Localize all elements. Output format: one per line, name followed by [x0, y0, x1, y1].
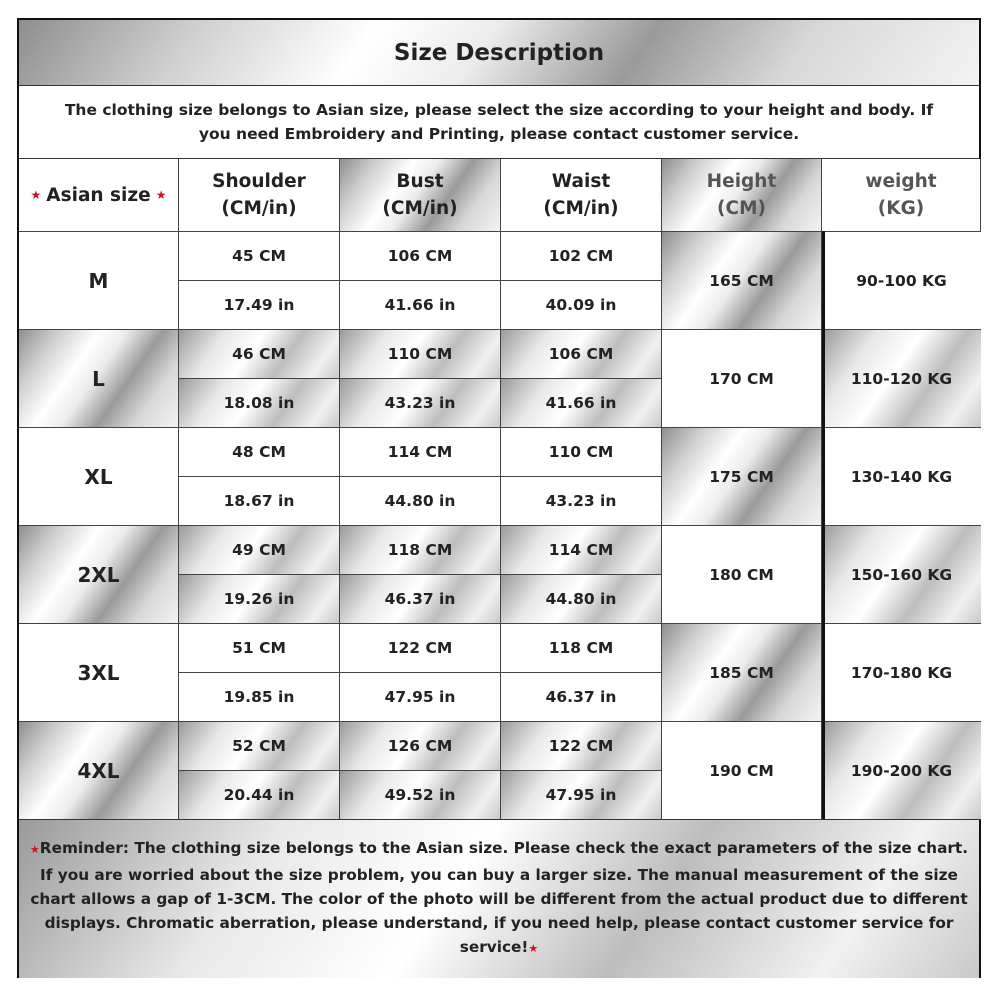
waist-in-cell	[501, 281, 662, 330]
weight-cell	[822, 526, 981, 624]
shoulder-cm-cell	[179, 428, 340, 477]
shoulder-cm-cell	[179, 722, 340, 771]
header-label: Shoulder	[212, 171, 306, 192]
bust-in-value: 46.37 in	[384, 590, 456, 608]
waist-cm-cell	[501, 330, 662, 379]
waist-in-cell	[501, 575, 662, 624]
header-weight	[822, 159, 981, 232]
height-value: 165 CM	[709, 271, 774, 290]
bust-in-cell	[340, 477, 501, 526]
bust-cm-value: 114 CM	[387, 443, 453, 461]
shoulder-cm-cell	[179, 526, 340, 575]
weight-cell	[822, 624, 981, 722]
header-height	[662, 159, 822, 232]
header-label: Height	[706, 171, 777, 192]
waist-cm-value: 102 CM	[548, 247, 614, 265]
height-value: 180 CM	[709, 565, 774, 584]
waist-in-cell	[501, 477, 662, 526]
bust-in-value: 47.95 in	[384, 688, 456, 706]
waist-in-value: 44.80 in	[545, 590, 617, 608]
shoulder-in-value: 18.67 in	[223, 492, 295, 510]
shoulder-in-value: 18.08 in	[223, 394, 295, 412]
bust-in-cell	[340, 673, 501, 722]
bust-cm-value: 122 CM	[387, 639, 453, 657]
header-label: Bust	[396, 171, 444, 192]
size-label: M	[88, 268, 109, 293]
waist-cm-value: 118 CM	[548, 639, 614, 657]
bust-cm-cell	[340, 330, 501, 379]
header-unit: (CM/in)	[543, 198, 619, 219]
waist-cm-value: 106 CM	[548, 345, 614, 363]
height-value: 170 CM	[709, 369, 774, 388]
waist-in-cell	[501, 673, 662, 722]
shoulder-in-cell	[179, 281, 340, 330]
bust-in-value: 41.66 in	[384, 296, 456, 314]
weight-cell	[822, 330, 981, 428]
size-label-cell	[19, 526, 179, 624]
shoulder-cm-cell	[179, 232, 340, 281]
height-cell	[662, 722, 822, 820]
weight-value: 90-100 KG	[856, 271, 947, 290]
weight-value: 130-140 KG	[850, 467, 953, 486]
waist-cm-cell	[501, 624, 662, 673]
weight-value: 150-160 KG	[850, 565, 953, 584]
header-unit: (KG)	[877, 198, 925, 219]
height-cell	[662, 526, 822, 624]
shoulder-cm-value: 51 CM	[232, 639, 286, 657]
reminder-note	[19, 819, 979, 978]
waist-cm-value: 114 CM	[548, 541, 614, 559]
bust-cm-value: 110 CM	[387, 345, 453, 363]
bust-cm-cell	[340, 722, 501, 771]
bust-in-cell	[340, 575, 501, 624]
bust-cm-cell	[340, 232, 501, 281]
waist-cm-cell	[501, 428, 662, 477]
waist-cm-cell	[501, 526, 662, 575]
weight-cell	[822, 428, 981, 526]
size-chart	[17, 18, 981, 978]
header-text	[543, 168, 618, 222]
shoulder-cm-value: 52 CM	[232, 737, 286, 755]
star-icon: ★	[155, 187, 167, 202]
weight-cell	[822, 232, 981, 330]
shoulder-in-value: 19.85 in	[223, 688, 295, 706]
header-waist	[501, 159, 662, 232]
size-label: XL	[84, 464, 113, 489]
height-cell	[662, 624, 822, 722]
header-text	[382, 168, 457, 222]
bust-in-value: 43.23 in	[384, 394, 456, 412]
header-text	[707, 168, 777, 222]
header-label: weight	[865, 171, 937, 192]
header-text	[212, 168, 306, 222]
bust-cm-cell	[340, 526, 501, 575]
height-value: 175 CM	[709, 467, 774, 486]
waist-in-value: 41.66 in	[545, 394, 617, 412]
size-label-cell	[19, 428, 179, 526]
bust-in-cell	[340, 281, 501, 330]
header-text	[865, 168, 936, 222]
shoulder-in-value: 20.44 in	[223, 786, 295, 804]
shoulder-in-cell	[179, 673, 340, 722]
weight-cell	[822, 722, 981, 820]
waist-cm-cell	[501, 722, 662, 771]
header-unit: (CM/in)	[221, 198, 297, 219]
size-label-cell	[19, 624, 179, 722]
weight-value: 190-200 KG	[850, 761, 953, 780]
shoulder-cm-value: 49 CM	[232, 541, 286, 559]
weight-value: 170-180 KG	[850, 663, 953, 682]
height-cell	[662, 232, 822, 330]
shoulder-in-value: 17.49 in	[223, 296, 295, 314]
waist-in-value: 47.95 in	[545, 786, 617, 804]
waist-in-value: 46.37 in	[545, 688, 617, 706]
intro-text: The clothing size belongs to Asian size, please select the size according to your height and body. If you need Embroidery and Printing, please contact customer service.	[19, 86, 979, 159]
reminder-text: Reminder: The clothing size belongs to the Asian size. Please check the exact parameters of the size chart. If you are worried about the size problem, you can buy a larger size. The manual measurement of the size chart allows a gap of 1-3CM. The color of the photo will be different from the actual product due to different displays. Chromatic aberration, please understand, if you need help, please contact customer service for service!	[30, 839, 969, 957]
size-label: 2XL	[77, 562, 120, 587]
header-unit: (CM)	[717, 198, 766, 219]
header-label: Asian size	[46, 184, 151, 206]
header-bust	[340, 159, 501, 232]
bust-cm-cell	[340, 624, 501, 673]
bust-cm-value: 106 CM	[387, 247, 453, 265]
height-value: 185 CM	[709, 663, 774, 682]
star-icon: ★	[30, 187, 42, 202]
waist-cm-cell	[501, 232, 662, 281]
shoulder-cm-cell	[179, 330, 340, 379]
height-cell	[662, 330, 822, 428]
size-label-cell	[19, 722, 179, 820]
shoulder-cm-cell	[179, 624, 340, 673]
star-icon: ★	[29, 843, 40, 857]
bust-cm-value: 126 CM	[387, 737, 453, 755]
waist-cm-value: 122 CM	[548, 737, 614, 755]
size-label-cell	[19, 232, 179, 330]
header-label: Waist	[551, 171, 611, 192]
bust-in-value: 49.52 in	[384, 786, 456, 804]
height-value: 190 CM	[709, 761, 774, 780]
bust-cm-cell	[340, 428, 501, 477]
header-asian-size	[19, 159, 179, 232]
waist-cm-value: 110 CM	[548, 443, 614, 461]
bust-cm-value: 118 CM	[387, 541, 453, 559]
size-label-cell	[19, 330, 179, 428]
bust-in-cell	[340, 771, 501, 820]
waist-in-cell	[501, 379, 662, 428]
column-divider	[822, 231, 825, 819]
shoulder-cm-value: 46 CM	[232, 345, 286, 363]
height-cell	[662, 428, 822, 526]
bust-in-cell	[340, 379, 501, 428]
shoulder-in-cell	[179, 379, 340, 428]
shoulder-cm-value: 48 CM	[232, 443, 286, 461]
waist-in-value: 43.23 in	[545, 492, 617, 510]
size-label: L	[92, 366, 105, 391]
bust-in-value: 44.80 in	[384, 492, 456, 510]
size-label: 4XL	[77, 758, 120, 783]
star-icon: ★	[528, 942, 539, 956]
shoulder-in-cell	[179, 477, 340, 526]
weight-value: 110-120 KG	[850, 369, 953, 388]
waist-in-value: 40.09 in	[545, 296, 617, 314]
waist-in-cell	[501, 771, 662, 820]
reminder-text-block	[25, 836, 973, 961]
page-title: Size Description	[19, 20, 979, 86]
shoulder-in-value: 19.26 in	[223, 590, 295, 608]
header-shoulder	[179, 159, 340, 232]
header-unit: (CM/in)	[382, 198, 458, 219]
shoulder-cm-value: 45 CM	[232, 247, 286, 265]
shoulder-in-cell	[179, 771, 340, 820]
size-label: 3XL	[77, 660, 120, 685]
shoulder-in-cell	[179, 575, 340, 624]
